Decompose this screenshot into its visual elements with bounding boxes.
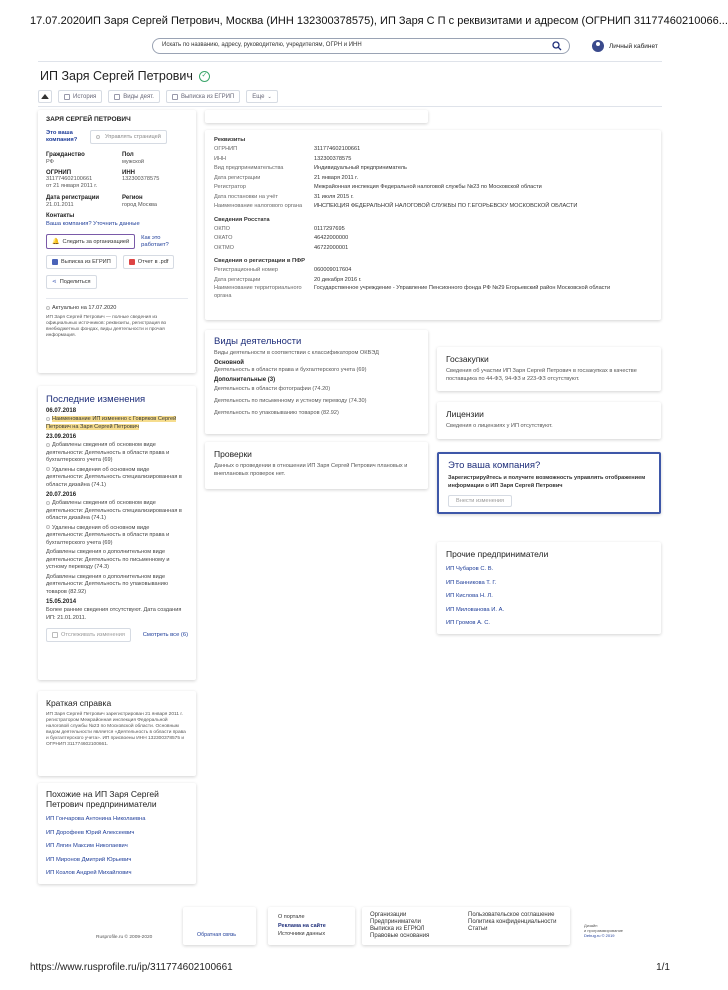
kv-value: Государственное учреждение - Управление Пенсионного фонда РФ №29 Егорьевский район Московской области [314,285,611,291]
kv-row [214,202,652,212]
tab-home[interactable] [38,90,52,103]
profile-card [38,110,196,373]
main-activity: Деятельность в области права и бухгалтерского учета (69) [214,367,367,373]
dev-link[interactable]: Debug.ru © 2019 [584,932,615,938]
inn-value: 132300378575 [122,176,160,182]
kv-key: ОКТМО [214,244,235,251]
others-title: Прочие предприниматели [446,549,549,559]
kv-key: ОКАТО [214,235,233,241]
divider [46,298,188,299]
others-link[interactable]: ИП Милованова И. А. [446,606,505,613]
kv-value: 311774602100661 [314,146,361,152]
copyright: Rusprofile.ru © 2009-2020 [96,935,153,940]
extra-activity: Деятельность в области фотографии (74.20) [214,386,331,392]
print-url: https://www.rusprofile.ru/ip/311774602100661 [30,962,233,973]
developer-credit [584,924,623,938]
activities-title: Виды деятельности [214,336,302,347]
kv-key: Дата регистрации [214,276,261,283]
ogrnip-value: 311774602100661 [46,176,93,182]
bell-icon: 🔔 [52,239,60,245]
checks-text: Данных о проведении в отношении ИП Заря Сергей Петрович плановых и внеплановых проверок нет. [214,463,408,477]
kv-value: 31 июля 2015 г. [314,193,354,200]
kv-value: 20 декабря 2016 г. [314,276,362,283]
share-button[interactable] [46,275,97,289]
sex-label: Пол [122,152,134,158]
change-date: 06.07.2018 [46,408,77,414]
kv-key: ИНН [214,155,227,162]
changes-card [38,386,196,680]
change-item: Более ранние сведения отсутствуют. Дата создания ИП: 21.01.2011. [46,607,182,621]
kv-row [214,193,652,203]
dev-line: и программирование [584,927,624,933]
see-all-link[interactable]: Смотреть все (6) [142,632,188,638]
kv-value: Индивидуальный предприниматель [314,165,407,171]
change-item [46,416,188,431]
footer-card-feedback [183,907,256,945]
change-icon [46,467,50,471]
kv-value: 46422000000 [314,235,349,241]
footer-link[interactable]: Выписка из ЕГРЮЛ [370,926,425,932]
footer-link[interactable]: Правовые основания [370,933,430,939]
kv-row [214,145,652,155]
change-item [46,442,188,465]
checks-title: Проверки [214,449,252,459]
others-link[interactable]: ИП Чубаров С. В. [446,566,494,572]
kv-key: Наименование налогового органа [214,203,303,209]
footer-link[interactable]: Организации [370,912,407,918]
kv-row [214,276,652,286]
change-date: 20.07.2016 [46,492,77,498]
citizenship-label: Гражданство [46,152,85,158]
change-text: Добавлены сведения об основном виде деятельности: Деятельность специализированная в области дизайна (74.1) [46,500,182,521]
ogrnip-label: ОГРНИП [46,170,72,176]
profile-name: ЗАРЯ СЕРГЕЙ ПЕТРОВИЧ [46,116,131,123]
region-value: город Москва [122,202,158,208]
actual-text: Актуально на 17.07.2020 [52,305,117,311]
print-page: 1/1 [656,962,670,973]
egrip-button[interactable] [46,255,117,269]
follow-button[interactable] [46,234,135,249]
kv-row [214,234,652,244]
tab-label: Выписка из ЕГРИП [180,93,235,100]
similar-link[interactable]: ИП Дорофеев Юрий Алексеевич [46,829,135,836]
sources-link[interactable]: Источники данных [278,931,326,937]
kv-key: Вид предпринимательства [214,165,284,171]
kv-value: ИНСПЕКЦИЯ ФЕДЕРАЛЬНОЙ НАЛОГОВОЙ СЛУЖБЫ ПО Г.ЕГОРЬЕВСКУ МОСКОВСКОЙ ОБЛАСТИ [314,203,578,209]
share-icon: ⋖ [52,279,57,285]
document-icon [172,94,178,100]
home-icon [41,94,49,99]
history-icon [64,94,70,100]
change-text: Наименование ИП изменено с Говряков Сергей Петрович на Заря Сергей Петрович [46,416,177,430]
cabinet-link[interactable] [592,40,658,52]
kv-value: 46722000001 [314,244,349,251]
similar-link[interactable]: ИП Козлов Андрей Михайлович [46,870,132,876]
chevron-down-icon: ⌄ [267,93,272,100]
page-title-text: ИП Заря Сергей Петрович [40,69,193,83]
print-header [30,15,728,27]
your-company-link[interactable]: Это ваша компания? [46,130,78,143]
change-icon [46,525,50,529]
change-text: Добавлены сведения об основном виде деятельности: Деятельность в области права и бухгалтерского учета (69) [46,442,170,463]
change-text: Удалены сведения об основном виде деятельности: Деятельность в области права и бухгалтерского учета (69) [46,524,170,546]
search-icon[interactable] [552,41,562,51]
checkbox-icon [52,632,58,638]
licenses-text: Сведения о лицензиях у ИП отсутствуют. [446,423,553,429]
print-date: 17.07.2020 [30,15,86,27]
search-placeholder: Искать по названию, адресу, руководителю, учредителям, ОГРН и ИНН [162,42,362,48]
change-icon [46,417,50,421]
extra-activity: Деятельность по упаковыванию товаров (82.92) [214,410,339,416]
cabinet-label: Личный кабинет [609,42,658,50]
contacts-link[interactable]: Ваша компания? Уточнить данные [46,221,140,227]
kv-row [214,244,652,254]
pdf-icon [129,259,135,265]
kv-key: Наименование территориального органа [214,285,302,299]
profile-note: ИП Заря Сергей Петрович — полные сведения из официальных источников: реквизиты, регистрация во внебюджетных фондах, виды деятельности и прочая информация. [46,315,167,338]
list-icon [114,94,120,100]
search-input[interactable] [152,38,570,54]
your-company-card [437,452,661,514]
tab-label: История [73,93,97,100]
kv-row [214,155,652,165]
extra-activity: Деятельность по письменному и устному переводу (74.30) [214,398,367,404]
info-icon [46,306,50,310]
kv-key: Дата постановки на учёт [214,193,278,200]
change-item [46,525,188,548]
activities-subtitle: Виды деятельности в соответствии с классификатором ОКВЭД [214,350,379,356]
share-label: Поделиться [59,279,91,285]
others-link[interactable]: ИП Громов А. С. [446,620,490,626]
edit-info-button[interactable]: Внести изменения [448,495,512,507]
brief-title: Краткая справка [46,698,112,708]
goszakupki-text: Сведения об участии ИП Заря Сергей Петрович в госзакупках в качестве поставщика по 44-ФЗ, 94-ФЗ и 223-ФЗ отсутствуют. [446,368,637,382]
requisites-title: Реквизиты [214,137,246,143]
similar-card [38,783,196,884]
similar-link[interactable]: ИП Гончарова Антонина Николаевна [46,816,146,822]
region-label: Регион [122,195,143,201]
citizenship-value: РФ [46,159,54,165]
header-divider [38,61,662,62]
activities-card [205,330,428,434]
change-item [46,467,188,490]
ogrnip-date: от 21 января 2011 г. [46,183,98,189]
gear-icon [96,135,100,139]
kv-value: 0117297695 [314,225,345,232]
dev-line: Дизайн [584,923,598,928]
ads-link[interactable]: Реклама на сайте [278,922,326,929]
kv-row [214,225,652,235]
tabs-bar [38,90,278,103]
others-link[interactable]: ИП Кислова Н. Л. [446,593,493,599]
changes-title: Последние изменения [46,394,146,405]
track-label: Отслеживать изменения [61,632,125,638]
others-link[interactable]: ИП Банникова Т. Г. [446,579,497,586]
licenses-title: Лицензии [446,409,484,419]
how-works-link[interactable]: Как это работает? [141,234,169,248]
checks-card [205,442,428,489]
brief-text: ИП Заря Сергей Петрович зарегистрирован 21 января 2011 г. регистратором Межрайонная инспекция Федеральной налоговой службы №23 по Московской области. Основным видом деятельности является «Деятельность в области права и бухгалтерского учета». ИП присвоены ИНН 132300378575 и ОГРНИП 311774602100661. [46,712,186,747]
actual-date [46,304,188,312]
kv-row [214,164,652,174]
rosstat-title: Сведения Росстата [214,216,270,223]
kv-row [214,174,652,184]
inn-label: ИНН [122,170,135,176]
kv-key: Регистрационный номер [214,267,278,273]
tab-more[interactable] [246,90,277,103]
document-icon [52,259,58,265]
similar-link[interactable]: ИП Миронов Дмитрий Юрьевич [46,856,132,863]
change-text: Удалены сведения об основном виде деятельности: Деятельность специализированная в области дизайна (74.1) [46,466,182,488]
page-title [40,69,210,83]
tab-label: Виды деят. [123,93,154,100]
similar-link[interactable]: ИП Лягин Максим Николаевич [46,843,128,849]
kv-value: Межрайонная инспекция Федеральной налоговой службы №23 по Московской области [314,184,542,190]
change-date: 15.05.2014 [46,599,77,605]
change-item [46,500,188,523]
kv-value: 060009017604 [314,267,352,273]
change-icon [46,501,50,505]
change-icon [46,443,50,447]
goszakupki-card [437,347,661,391]
placeholder-card [205,110,428,123]
tab-activities[interactable] [108,90,160,103]
brief-card [38,691,196,776]
requisites-card [205,130,661,320]
reg-date-label: Дата регистрации [46,195,100,201]
user-icon [592,40,604,52]
licenses-card [437,402,661,439]
footer-link[interactable]: Пользовательское соглашение [468,912,555,918]
kv-value: 21 января 2011 г. [314,174,359,181]
tab-history[interactable] [58,90,102,103]
footer-link[interactable]: Статьи [468,926,488,932]
change-date: 23.09.2016 [46,434,77,440]
tab-egrip[interactable] [166,90,240,103]
kv-row [214,266,652,276]
footer-link[interactable]: Политика конфиденциальности [468,919,557,925]
main-activity-label: Основной [214,360,244,366]
print-title: ИП Заря Сергей Петрович, Москва (ИНН 132300378575), ИП Заря С П с реквизитами и адресом (ОГРНИП 31177460210066... [85,15,728,27]
change-item: Добавлены сведения о дополнительном виде деятельности: Деятельность по письменному и устному переводу (74.3) [46,549,170,570]
similar-title: Похожие на ИП Заря Сергей Петрович предприниматели [46,789,159,809]
kv-row [214,285,652,300]
kv-key: Дата регистрации [214,174,261,181]
goszakupki-title: Госзакупки [446,354,489,364]
track-changes-button[interactable] [46,628,131,642]
manage-label: Управлять страницей [105,134,161,140]
pfr-title: Сведения о регистрации в ПФР [214,258,306,264]
sex-value: мужской [122,159,145,165]
pdf-button[interactable] [123,255,175,269]
extra-activity-label: Дополнительные (3) [214,377,276,383]
change-item: Добавлены сведения о дополнительном виде деятельности: Деятельность по упаковыванию товаров (82.92) [46,573,169,595]
kv-key: ОКПО [214,225,230,232]
kv-row [214,183,652,193]
kv-key: ОГРНИП [214,146,238,152]
egrip-label: Выписка из ЕГРИП [61,259,111,265]
kv-key: Регистратор [214,184,246,190]
yours-text: Зарегистрируйтесь и получите возможность управлять отображением информации о ИП Заря Сергей Петрович [448,475,646,489]
reg-date-value: 21.01.2011 [46,202,74,208]
others-card [437,542,661,634]
check-icon: ✓ [199,71,210,82]
footer-card-about [268,907,355,945]
footer-link[interactable]: Предприниматели [370,919,421,925]
pdf-label: Отчет в .pdf [137,259,169,265]
footer-card-links [362,907,570,945]
feedback-link[interactable]: Обратная связь [197,932,237,938]
tabs-divider [38,106,662,107]
yours-title: Это ваша компания? [448,460,541,471]
manage-page-button[interactable] [90,130,167,144]
follow-label: Следить за организацией [62,238,130,245]
contacts-label: Контакты [46,213,75,219]
about-link[interactable]: О портале [278,914,305,920]
print-footer [30,962,670,973]
tab-label: Еще [252,93,265,100]
kv-value: 132300378575 [314,155,352,162]
